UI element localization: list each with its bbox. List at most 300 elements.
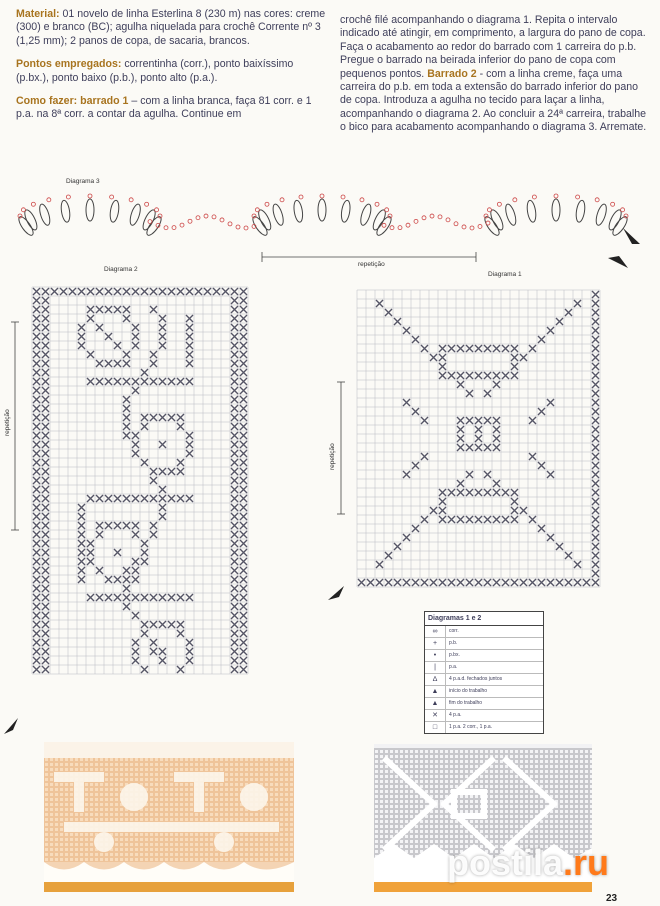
filled-cell — [231, 495, 238, 502]
filled-cell — [159, 288, 166, 295]
filled-cell — [457, 345, 464, 352]
filled-cell — [592, 426, 599, 433]
filled-cell — [96, 324, 103, 331]
filled-cell — [42, 621, 49, 628]
filled-cell — [231, 612, 238, 619]
filled-cell — [592, 570, 599, 577]
filled-cell — [231, 468, 238, 475]
filled-cell — [511, 507, 518, 514]
filled-cell — [240, 567, 247, 574]
pontos-label: Pontos empregados: — [16, 58, 122, 71]
filled-cell — [592, 462, 599, 469]
scallop-stitch — [86, 199, 94, 221]
legend-symbol: ∆ — [425, 674, 446, 685]
filled-cell — [457, 435, 464, 442]
filled-cell — [42, 495, 49, 502]
filled-cell — [484, 579, 491, 586]
filled-cell — [33, 567, 40, 574]
filled-cell — [78, 531, 85, 538]
filled-cell — [33, 621, 40, 628]
filled-cell — [376, 561, 383, 568]
filled-cell — [231, 522, 238, 529]
filled-cell — [87, 549, 94, 556]
filled-cell — [493, 480, 500, 487]
scallop-stitch — [293, 200, 304, 223]
filled-cell — [159, 648, 166, 655]
legend-table — [424, 611, 544, 734]
filled-cell — [60, 288, 67, 295]
filled-cell — [493, 417, 500, 424]
filled-cell — [141, 558, 148, 565]
filled-cell — [132, 342, 139, 349]
filled-cell — [421, 345, 428, 352]
como-fazer-text: – com a linha branca, faça 81 corr. e 1 p.a. na 8ª corr. a contar da agulha. Continue em — [16, 95, 312, 121]
filled-cell — [33, 486, 40, 493]
filled-cell — [240, 630, 247, 637]
filled-cell — [520, 507, 527, 514]
filled-cell — [574, 561, 581, 568]
d2-start-arrow-icon — [4, 718, 18, 734]
filled-cell — [457, 426, 464, 433]
filled-cell — [439, 579, 446, 586]
filled-cell — [475, 372, 482, 379]
filled-cell — [186, 594, 193, 601]
filled-cell — [33, 504, 40, 511]
filled-cell — [42, 450, 49, 457]
filled-cell — [421, 417, 428, 424]
filled-cell — [33, 387, 40, 394]
filled-cell — [231, 414, 238, 421]
filled-cell — [475, 489, 482, 496]
filled-cell — [186, 639, 193, 646]
filled-cell — [511, 363, 518, 370]
filled-cell — [493, 426, 500, 433]
filled-cell — [592, 471, 599, 478]
filled-cell — [96, 360, 103, 367]
scallop-stitch — [271, 203, 285, 226]
filled-cell — [475, 435, 482, 442]
filled-cell — [592, 444, 599, 451]
filled-cell — [231, 459, 238, 466]
filled-cell — [421, 516, 428, 523]
filled-cell — [42, 396, 49, 403]
filled-cell — [42, 486, 49, 493]
filled-cell — [42, 567, 49, 574]
filled-cell — [33, 315, 40, 322]
filled-cell — [105, 333, 112, 340]
filled-cell — [412, 408, 419, 415]
filled-cell — [511, 579, 518, 586]
filled-cell — [231, 360, 238, 367]
filled-cell — [177, 459, 184, 466]
filled-cell — [240, 360, 247, 367]
filled-cell — [430, 579, 437, 586]
legend-symbol: ∞ — [425, 626, 446, 637]
filled-cell — [502, 489, 509, 496]
right-text-2: - com a linha creme, faça uma carreira do p.b. em toda a extensão do barrado inferior do pano de copa. Introduza a agulha no tecido para laçar a linha, acompanhando o diagrama 2. Ao concluir a 24ª carreira, trabalhe o bico para acabamento acompanhando o diagrama 3. Arremate. — [340, 67, 647, 134]
filled-cell — [105, 360, 112, 367]
filled-cell — [439, 498, 446, 505]
filled-cell — [385, 552, 392, 559]
filled-cell — [592, 381, 599, 388]
filled-cell — [240, 657, 247, 664]
filled-cell — [159, 324, 166, 331]
filled-cell — [529, 579, 536, 586]
filled-cell — [123, 603, 130, 610]
scallop-stitch — [340, 200, 351, 223]
filled-cell — [33, 630, 40, 637]
filled-cell — [78, 333, 85, 340]
filled-cell — [159, 513, 166, 520]
filled-cell — [168, 621, 175, 628]
filled-cell — [114, 306, 121, 313]
filled-cell — [457, 480, 464, 487]
filled-cell — [105, 495, 112, 502]
filled-cell — [42, 288, 49, 295]
filled-cell — [141, 288, 148, 295]
filled-cell — [33, 333, 40, 340]
filled-cell — [240, 441, 247, 448]
filled-cell — [457, 579, 464, 586]
legend-label: corr. — [449, 628, 459, 634]
filled-cell — [78, 324, 85, 331]
filled-cell — [132, 387, 139, 394]
filled-cell — [475, 417, 482, 424]
filled-cell — [42, 504, 49, 511]
filled-cell — [123, 576, 130, 583]
filled-cell — [114, 576, 121, 583]
filled-cell — [42, 324, 49, 331]
filled-cell — [412, 336, 419, 343]
d1-start-arrow-icon — [328, 586, 344, 600]
filled-cell — [114, 522, 121, 529]
scallop-stitch — [318, 199, 326, 221]
filled-cell — [547, 579, 554, 586]
filled-cell — [231, 504, 238, 511]
filled-cell — [159, 486, 166, 493]
filled-cell — [475, 444, 482, 451]
filled-cell — [141, 495, 148, 502]
filled-cell — [394, 318, 401, 325]
filled-cell — [484, 444, 491, 451]
filled-cell — [493, 372, 500, 379]
filled-cell — [231, 657, 238, 664]
filled-cell — [592, 318, 599, 325]
filled-cell — [502, 516, 509, 523]
filled-cell — [367, 579, 374, 586]
filled-cell — [385, 579, 392, 586]
filled-cell — [231, 648, 238, 655]
filled-cell — [592, 480, 599, 487]
filled-cell — [493, 345, 500, 352]
filled-cell — [240, 459, 247, 466]
filled-cell — [78, 513, 85, 520]
filled-cell — [502, 579, 509, 586]
filled-cell — [240, 531, 247, 538]
filled-cell — [168, 288, 175, 295]
end-arrow-icon — [608, 256, 628, 268]
legend-row — [425, 626, 543, 637]
filled-cell — [574, 300, 581, 307]
filled-cell — [105, 594, 112, 601]
filled-cell — [457, 372, 464, 379]
filled-cell — [448, 372, 455, 379]
filled-cell — [96, 495, 103, 502]
filled-cell — [33, 369, 40, 376]
filled-cell — [177, 630, 184, 637]
filled-cell — [42, 387, 49, 394]
filled-cell — [231, 585, 238, 592]
filled-cell — [42, 603, 49, 610]
legend-row — [425, 721, 543, 733]
watermark-part2: .ru — [563, 842, 610, 883]
filled-cell — [114, 342, 121, 349]
legend-symbol: | — [425, 662, 446, 673]
filled-cell — [33, 540, 40, 547]
filled-cell — [186, 342, 193, 349]
filled-cell — [33, 558, 40, 565]
filled-cell — [150, 621, 157, 628]
filled-cell — [231, 324, 238, 331]
filled-cell — [33, 360, 40, 367]
watermark-part1: postila — [447, 842, 564, 883]
filled-cell — [42, 666, 49, 673]
filled-cell — [87, 306, 94, 313]
filled-cell — [538, 579, 545, 586]
filled-cell — [592, 354, 599, 361]
filled-cell — [123, 594, 130, 601]
filled-cell — [231, 441, 238, 448]
scallop-stitch — [38, 203, 52, 226]
filled-cell — [141, 369, 148, 376]
legend-symbol: ▲ — [425, 698, 446, 709]
filled-cell — [123, 306, 130, 313]
filled-cell — [87, 315, 94, 322]
filled-cell — [123, 288, 130, 295]
filled-cell — [186, 450, 193, 457]
filled-cell — [33, 414, 40, 421]
filled-cell — [231, 486, 238, 493]
filled-cell — [33, 288, 40, 295]
filled-cell — [240, 603, 247, 610]
filled-cell — [105, 522, 112, 529]
filled-cell — [33, 342, 40, 349]
filled-cell — [592, 552, 599, 559]
filled-cell — [195, 288, 202, 295]
filled-cell — [556, 579, 563, 586]
filled-cell — [78, 342, 85, 349]
filled-cell — [159, 504, 166, 511]
filled-cell — [33, 306, 40, 313]
filled-cell — [240, 495, 247, 502]
filled-cell — [33, 477, 40, 484]
filled-cell — [240, 432, 247, 439]
scallop-stitch — [359, 203, 373, 226]
filled-cell — [484, 489, 491, 496]
filled-cell — [430, 507, 437, 514]
filled-cell — [78, 540, 85, 547]
filled-cell — [231, 306, 238, 313]
filled-cell — [132, 324, 139, 331]
filled-cell — [141, 378, 148, 385]
filled-cell — [33, 531, 40, 538]
filled-cell — [403, 399, 410, 406]
filled-cell — [33, 351, 40, 358]
filled-cell — [240, 513, 247, 520]
filled-cell — [132, 657, 139, 664]
filled-cell — [42, 522, 49, 529]
filled-cell — [42, 585, 49, 592]
filled-cell — [412, 525, 419, 532]
filled-cell — [159, 441, 166, 448]
filled-cell — [132, 576, 139, 583]
filled-cell — [177, 621, 184, 628]
d2-repeat-label: repetição — [4, 409, 11, 436]
filled-cell — [33, 324, 40, 331]
filled-cell — [466, 516, 473, 523]
legend-row — [425, 685, 543, 697]
filled-cell — [123, 405, 130, 412]
filled-cell — [159, 621, 166, 628]
filled-cell — [231, 540, 238, 547]
filled-cell — [484, 390, 491, 397]
filled-cell — [592, 525, 599, 532]
filled-cell — [475, 516, 482, 523]
filled-cell — [502, 372, 509, 379]
filled-cell — [114, 288, 121, 295]
filled-cell — [439, 372, 446, 379]
filled-cell — [394, 579, 401, 586]
filled-cell — [574, 579, 581, 586]
filled-cell — [159, 315, 166, 322]
filled-cell — [412, 462, 419, 469]
filled-cell — [159, 378, 166, 385]
filled-cell — [42, 558, 49, 565]
filled-cell — [475, 426, 482, 433]
filled-cell — [87, 351, 94, 358]
filled-cell — [42, 405, 49, 412]
scallop-stitch — [504, 203, 518, 226]
filled-cell — [240, 585, 247, 592]
filled-cell — [240, 396, 247, 403]
filled-cell — [132, 450, 139, 457]
filled-cell — [592, 327, 599, 334]
filled-cell — [33, 648, 40, 655]
filled-cell — [123, 414, 130, 421]
diagram1-label: Diagrama 1 — [488, 271, 522, 278]
legend-label: 4 p.a. — [449, 712, 462, 718]
filled-cell — [592, 417, 599, 424]
filled-cell — [403, 579, 410, 586]
como-fazer-label: Como fazer: barrado 1 — [16, 95, 129, 108]
filled-cell — [231, 369, 238, 376]
filled-cell — [33, 495, 40, 502]
filled-cell — [42, 378, 49, 385]
filled-cell — [231, 576, 238, 583]
filled-cell — [493, 444, 500, 451]
filled-cell — [105, 576, 112, 583]
filled-cell — [78, 288, 85, 295]
filled-cell — [240, 477, 247, 484]
filled-cell — [105, 288, 112, 295]
filled-cell — [42, 549, 49, 556]
filled-cell — [231, 333, 238, 340]
filled-cell — [42, 369, 49, 376]
filled-cell — [186, 351, 193, 358]
legend-row — [425, 637, 543, 649]
filled-cell — [547, 327, 554, 334]
filled-cell — [231, 387, 238, 394]
filled-cell — [87, 558, 94, 565]
filled-cell — [439, 516, 446, 523]
filled-cell — [186, 324, 193, 331]
filled-cell — [240, 648, 247, 655]
filled-cell — [159, 414, 166, 421]
filled-cell — [457, 417, 464, 424]
filled-cell — [231, 603, 238, 610]
scallop-stitch — [371, 208, 388, 231]
filled-cell — [240, 351, 247, 358]
filled-cell — [385, 309, 392, 316]
filled-cell — [141, 666, 148, 673]
filled-cell — [69, 288, 76, 295]
filled-cell — [33, 459, 40, 466]
filled-cell — [529, 345, 536, 352]
filled-cell — [33, 423, 40, 430]
filled-cell — [42, 459, 49, 466]
filled-cell — [114, 594, 121, 601]
filled-cell — [240, 549, 247, 556]
filled-cell — [132, 567, 139, 574]
filled-cell — [511, 516, 518, 523]
filled-cell — [520, 579, 527, 586]
filled-cell — [33, 576, 40, 583]
page-number: 23 — [606, 893, 618, 904]
filled-cell — [376, 579, 383, 586]
filled-cell — [231, 477, 238, 484]
filled-cell — [87, 540, 94, 547]
legend-label: fim do trabalho — [449, 700, 483, 706]
filled-cell — [132, 612, 139, 619]
filled-cell — [592, 579, 599, 586]
filled-cell — [466, 345, 473, 352]
filled-cell — [204, 288, 211, 295]
filled-cell — [231, 423, 238, 430]
filled-cell — [240, 576, 247, 583]
filled-cell — [132, 522, 139, 529]
filled-cell — [42, 531, 49, 538]
scallop-stitch — [128, 203, 142, 226]
filled-cell — [466, 579, 473, 586]
filled-cell — [556, 318, 563, 325]
filled-cell — [448, 345, 455, 352]
filled-cell — [240, 666, 247, 673]
diagram-2-grid — [32, 287, 248, 674]
filled-cell — [240, 315, 247, 322]
filled-cell — [240, 558, 247, 565]
filled-cell — [240, 486, 247, 493]
filled-cell — [132, 441, 139, 448]
filled-cell — [538, 408, 545, 415]
filled-cell — [231, 432, 238, 439]
scallop-stitch — [60, 200, 71, 223]
filled-cell — [42, 540, 49, 547]
filled-cell — [457, 381, 464, 388]
filled-cell — [105, 306, 112, 313]
filled-cell — [475, 345, 482, 352]
filled-cell — [132, 432, 139, 439]
filled-cell — [168, 594, 175, 601]
